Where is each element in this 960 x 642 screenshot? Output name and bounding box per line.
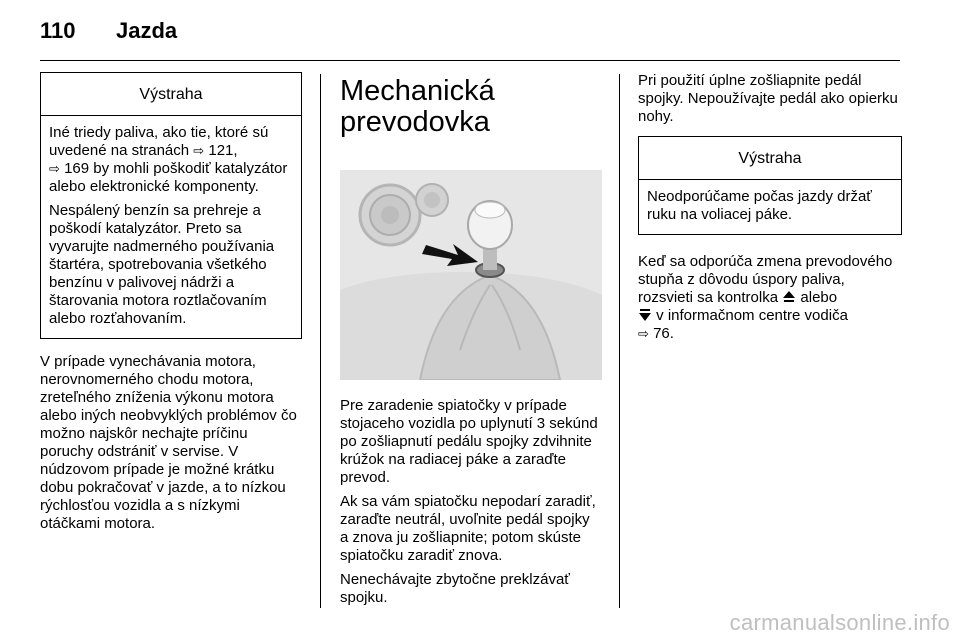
body-text	[40, 353, 302, 533]
reference-arrow-icon: ⇨	[193, 143, 205, 158]
paragraph-reverse-retry: Ak sa vám spiatočku nepodarí zaradiť, zaraďte neutrál, uvoľnite pedál spojky a znova ju zošliapnite; potom skúste spiatočku zaradiť znova.	[340, 493, 596, 564]
warning-paragraph: Neodporúčame počas jazdy držať ruku na voliacej páke.	[647, 188, 872, 223]
shift-text: alebo	[796, 289, 838, 306]
column-divider	[619, 74, 620, 608]
column-right	[638, 72, 902, 343]
paragraph-shift-indicator	[638, 253, 902, 343]
gear-lever-image	[340, 170, 602, 380]
section-title: Jazda	[116, 18, 178, 43]
paragraph-clutch-slip: Nenechávajte zbytočne preklzávať spojku.	[340, 571, 570, 606]
warning-body	[41, 116, 301, 338]
column-middle	[340, 72, 602, 607]
warning-paragraph	[49, 124, 293, 196]
gear-lever-illustration	[340, 170, 602, 380]
shift-text: v informačnom centre vodiča	[652, 307, 848, 324]
page-ref-link[interactable]: 121,	[208, 142, 238, 159]
shift-down-icon	[638, 308, 652, 322]
watermark: carmanualsonline.info	[729, 610, 950, 635]
paragraph-clutch-use: Pri použití úplne zošliapnite pedál spojky. Nepoužívajte pedál ako opierku nohy.	[638, 72, 898, 125]
paragraph-reverse-gear: Pre zaradenie spiatočky v prípade stojaceho vozidla po uplynutí 3 sekúnd po zošliapnutí pedálu spojky zdvihnite krúžok na radiacej páke a zaraďte prevod.	[340, 397, 598, 486]
body-text	[340, 397, 602, 607]
warning-paragraph: Nespálený benzín sa prehreje a poškodí katalyzátor. Preto sa vyvarujte nadmerného používania štartéra, spotrebovania všetkého benzínu v palivovej nádrži a štarovania motora roztlačovaním alebo rozťahovaním.	[49, 202, 275, 327]
page-ref-link[interactable]: 169	[64, 160, 90, 177]
warning-text: Iné triedy paliva, ako tie, ktoré sú uvedené na stranách	[49, 124, 269, 159]
warning-title: Výstraha	[41, 73, 301, 116]
heading-line: prevodovka	[340, 106, 490, 138]
shift-text: Keď sa odporúča zmena prevodového stupňa z dôvodu úspory paliva, rozsvieti sa kontrolka	[638, 253, 893, 306]
header-rule	[40, 60, 900, 61]
warning-text: by mohli poškodiť katalyzátor alebo elektronické komponenty.	[49, 160, 288, 195]
section-heading	[340, 76, 602, 138]
page-ref-link[interactable]: 76.	[653, 325, 674, 342]
warning-body	[639, 180, 901, 234]
column-left	[40, 72, 302, 533]
shift-up-icon	[782, 290, 796, 304]
paragraph-engine-issues: V prípade vynechávania motora, nerovnomerného chodu motora, zreteľného zníženia výkonu motora alebo iných neobvyklých problémov čo možno najskôr nechajte príčinu poruchy odstrániť v servise. V núdzovom prípade je možné krátku dobu pokračovať v jazde, a to nízkou rýchlosťou vozidla a s nízkymi otáčkami motora.	[40, 353, 297, 532]
reference-arrow-icon: ⇨	[638, 326, 649, 341]
body-text	[638, 253, 902, 343]
reference-arrow-icon: ⇨	[49, 161, 60, 176]
heading-line: Mechanická	[340, 75, 495, 107]
page-header	[40, 18, 920, 48]
column-divider	[320, 74, 321, 608]
warning-box-lever	[638, 136, 902, 235]
warning-box-fuel	[40, 72, 302, 339]
body-text	[638, 72, 902, 126]
warning-title: Výstraha	[639, 137, 901, 180]
page-number: 110	[40, 18, 76, 43]
